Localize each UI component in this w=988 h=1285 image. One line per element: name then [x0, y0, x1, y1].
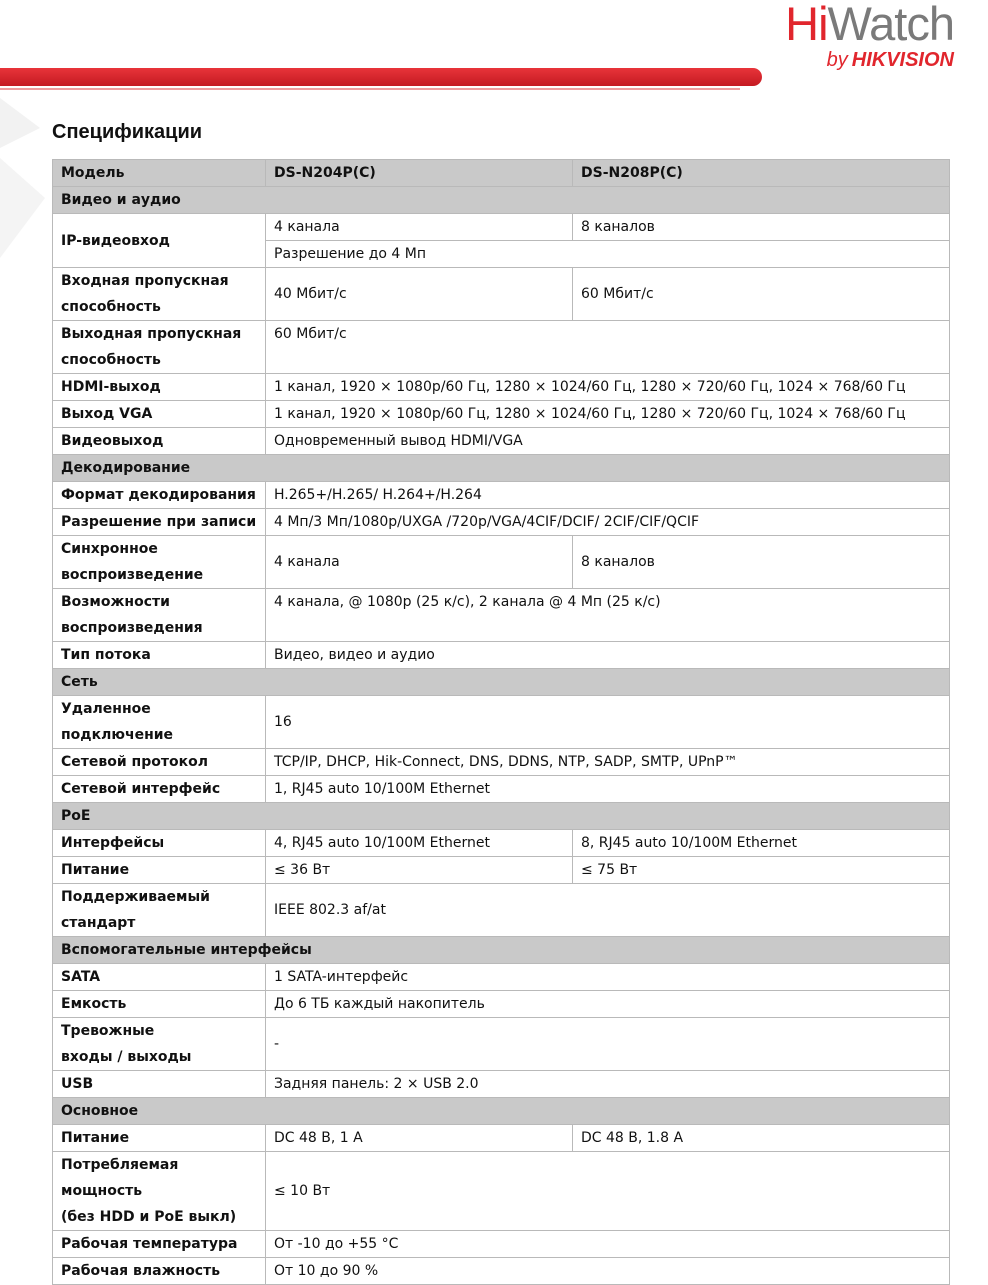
label-line: воспроизведение: [61, 567, 204, 583]
section-decode: Декодирование: [53, 455, 950, 482]
row-value-2: 60 Мбит/с: [573, 268, 950, 321]
row-label: Рабочая влажность: [53, 1258, 266, 1285]
section-aux: Вспомогательные интерфейсы: [53, 937, 950, 964]
section-row: [53, 669, 950, 696]
row-label: IP-видеовход: [53, 214, 266, 268]
row-value: H.265+/H.265/ H.264+/H.264: [266, 482, 950, 509]
row-value: Задняя панель: 2 × USB 2.0: [266, 1071, 950, 1098]
table-row: [53, 642, 950, 669]
logo-hikvision: HIKVISION: [851, 49, 954, 71]
table-row: [53, 1152, 950, 1231]
row-label: [53, 268, 266, 321]
row-label: Рабочая температура: [53, 1231, 266, 1258]
row-label: [53, 1152, 266, 1231]
header-red-line: [0, 88, 740, 90]
label-line: способность: [61, 352, 161, 368]
label-line: Тревожные: [61, 1023, 155, 1039]
row-label: [53, 536, 266, 589]
table-row: [53, 321, 950, 374]
row-value-1: 4, RJ45 auto 10/100M Ethernet: [266, 830, 573, 857]
row-label: Питание: [53, 1125, 266, 1152]
table-row: [53, 884, 950, 937]
row-value-2: DC 48 В, 1.8 А: [573, 1125, 950, 1152]
label-line: Выходная пропускная: [61, 326, 242, 342]
table-row: [53, 991, 950, 1018]
section-row: [53, 937, 950, 964]
row-value: Видео, видео и аудио: [266, 642, 950, 669]
hikvision-watermark-icon: [0, 88, 50, 268]
section-row: [53, 187, 950, 214]
section-row: [53, 455, 950, 482]
label-line: входы / выходы: [61, 1049, 192, 1065]
row-value: От 10 до 90 %: [266, 1258, 950, 1285]
row-value-2: 8 каналов: [573, 214, 950, 241]
row-value: 60 Мбит/с: [266, 321, 950, 374]
section-poe: PoE: [53, 803, 950, 830]
row-label: USB: [53, 1071, 266, 1098]
table-row: [53, 1258, 950, 1285]
row-value: 1 канал, 1920 × 1080р/60 Гц, 1280 × 1024/60 Гц, 1280 × 720/60 Гц, 1024 × 768/60 Гц: [266, 401, 950, 428]
table-row: [53, 589, 950, 642]
row-value: -: [266, 1018, 950, 1071]
table-row: [53, 696, 950, 749]
table-row: [53, 749, 950, 776]
row-value-1: 4 канала: [266, 214, 573, 241]
label-line: (без HDD и PoE выкл): [61, 1209, 237, 1225]
table-row: [53, 776, 950, 803]
table-row: [53, 214, 950, 241]
row-label: Видеовыход: [53, 428, 266, 455]
row-value: До 6 ТБ каждый накопитель: [266, 991, 950, 1018]
row-value: 16: [266, 696, 950, 749]
header-col2: DS-N208P(C): [573, 160, 950, 187]
row-label: Выход VGA: [53, 401, 266, 428]
row-value-1: DC 48 В, 1 А: [266, 1125, 573, 1152]
label-line: Синхронное: [61, 541, 158, 557]
section-row: [53, 803, 950, 830]
logo-by: by: [826, 49, 848, 71]
table-row: [53, 536, 950, 589]
table-row: [53, 1125, 950, 1152]
table-row: [53, 1231, 950, 1258]
table-row: [53, 268, 950, 321]
page-title: Спецификации: [52, 121, 203, 143]
page-header: [0, 0, 988, 110]
row-label: Емкость: [53, 991, 266, 1018]
table-header-row: [53, 160, 950, 187]
row-label: Формат декодирования: [53, 482, 266, 509]
row-value: 4 канала, @ 1080р (25 к/с), 2 канала @ 4 Мп (25 к/с): [266, 589, 950, 642]
logo-watch: Watch: [827, 0, 954, 50]
row-label: Интерфейсы: [53, 830, 266, 857]
section-row: [53, 1098, 950, 1125]
table-row: [53, 509, 950, 536]
logo-main-text: [785, 0, 954, 48]
row-label: Сетевой интерфейс: [53, 776, 266, 803]
label-line: Поддерживаемый: [61, 889, 210, 905]
row-value-2: 8 каналов: [573, 536, 950, 589]
row-value: 4 Мп/3 Мп/1080р/UXGA /720р/VGA/4CIF/DCIF/ 2CIF/CIF/QCIF: [266, 509, 950, 536]
table-row: [53, 482, 950, 509]
row-value: Разрешение до 4 Мп: [266, 241, 950, 268]
row-value: От -10 до +55 °C: [266, 1231, 950, 1258]
label-line: воспроизведения: [61, 620, 203, 636]
row-label: Разрешение при записи: [53, 509, 266, 536]
header-model: Модель: [53, 160, 266, 187]
row-label: SATA: [53, 964, 266, 991]
table-row: [53, 401, 950, 428]
row-label: Удаленное подключение: [53, 696, 266, 749]
row-label: HDMI-выход: [53, 374, 266, 401]
row-value-1: ≤ 36 Вт: [266, 857, 573, 884]
table-row: [53, 857, 950, 884]
row-label: [53, 321, 266, 374]
row-value: TCP/IP, DHCP, Hik-Connect, DNS, DDNS, NTP, SADP, SMTP, UPnP™: [266, 749, 950, 776]
row-value: 1 SATA-интерфейс: [266, 964, 950, 991]
table-row: [53, 1071, 950, 1098]
row-label: Сетевой протокол: [53, 749, 266, 776]
label-line: способность: [61, 299, 161, 315]
label-line: Входная пропускная: [61, 273, 229, 289]
section-main: Основное: [53, 1098, 950, 1125]
logo-hi: Hi: [785, 0, 828, 50]
hiwatch-logo: [785, 0, 954, 70]
table-row: [53, 428, 950, 455]
header-red-bar: [0, 68, 762, 86]
row-value: IEEE 802.3 af/at: [266, 884, 950, 937]
row-label: [53, 1018, 266, 1071]
row-label: [53, 884, 266, 937]
row-value: Одновременный вывод HDMI/VGA: [266, 428, 950, 455]
row-label: Питание: [53, 857, 266, 884]
row-value-2: 8, RJ45 auto 10/100M Ethernet: [573, 830, 950, 857]
section-network: Сеть: [53, 669, 950, 696]
header-col1: DS-N204P(C): [266, 160, 573, 187]
label-line: стандарт: [61, 915, 136, 931]
row-value: 1 канал, 1920 × 1080р/60 Гц, 1280 × 1024/60 Гц, 1280 × 720/60 Гц, 1024 × 768/60 Гц: [266, 374, 950, 401]
spec-table: [52, 159, 950, 1285]
section-video: Видео и аудио: [53, 187, 950, 214]
table-row: [53, 1018, 950, 1071]
row-label: Тип потока: [53, 642, 266, 669]
table-row: [53, 964, 950, 991]
table-row: [53, 830, 950, 857]
row-value-1: 4 канала: [266, 536, 573, 589]
row-value-2: ≤ 75 Вт: [573, 857, 950, 884]
logo-subtitle: [785, 50, 954, 70]
table-row: [53, 374, 950, 401]
label-line: Возможности: [61, 594, 170, 610]
row-label: [53, 589, 266, 642]
label-line: Потребляемая мощность: [61, 1157, 179, 1199]
row-value: 1, RJ45 auto 10/100M Ethernet: [266, 776, 950, 803]
row-value-1: 40 Мбит/с: [266, 268, 573, 321]
row-value: ≤ 10 Вт: [266, 1152, 950, 1231]
